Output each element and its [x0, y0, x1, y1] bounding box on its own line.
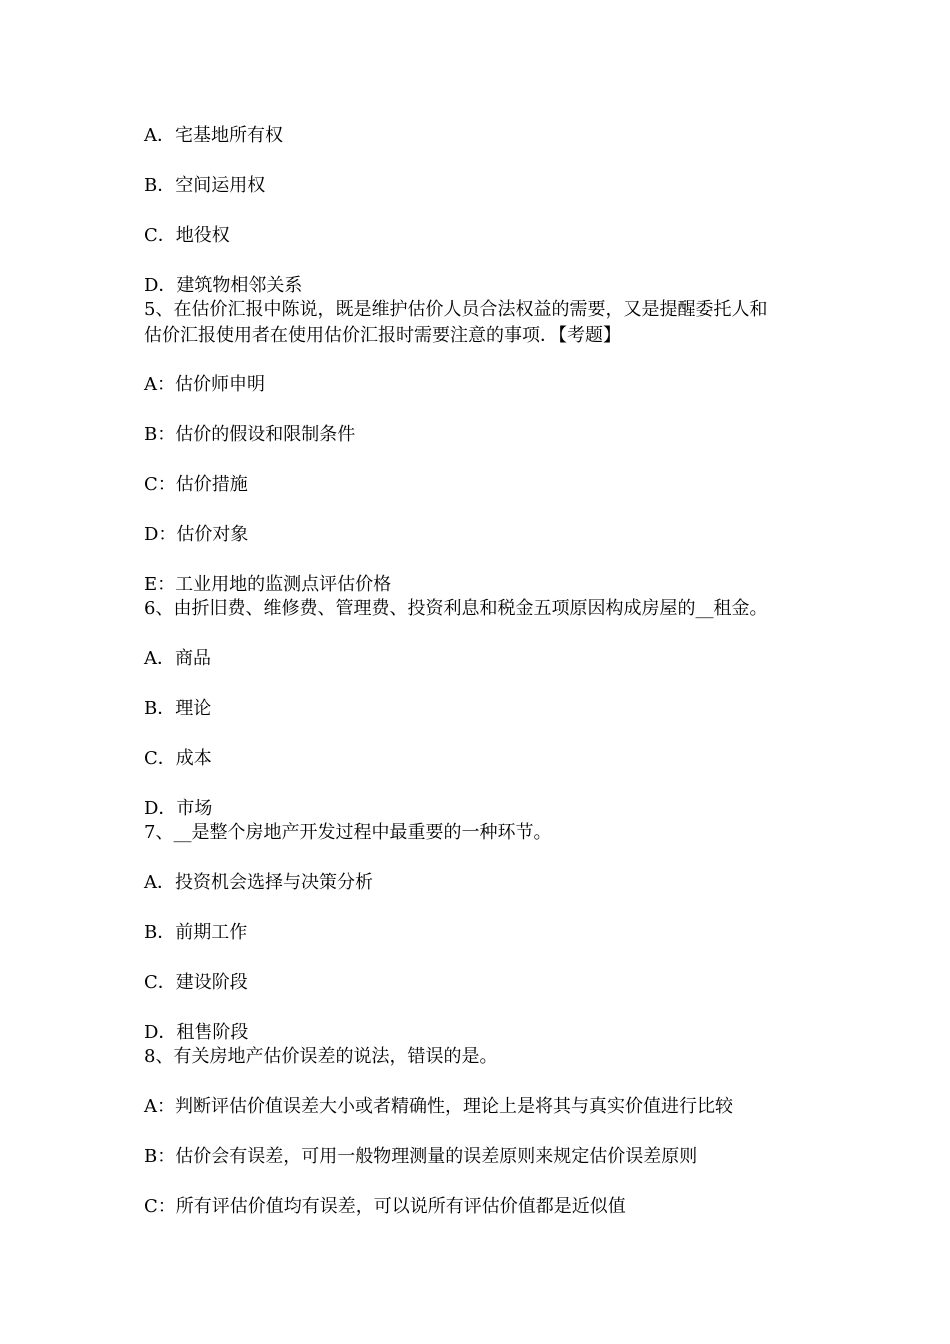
q4-option-c: C．地役权: [144, 225, 230, 246]
q7-option-b: B．前期工作: [144, 922, 248, 943]
q8-option-b: B：估价会有误差，可用一般物理测量的误差原则来规定估价误差原则: [144, 1146, 698, 1167]
q6-stem: 6、由折旧费、维修费、管理费、投资利息和税金五项原因构成房屋的__租金。: [144, 598, 768, 619]
q5-option-c: C：估价措施: [144, 474, 248, 495]
q4-option-d: D．建筑物相邻关系: [144, 275, 303, 296]
q5-option-a: A：估价师申明: [144, 374, 265, 395]
q5-stem-line1: 5、在估价汇报中陈说，既是维护估价人员合法权益的需要，又是提醒委托人和: [144, 299, 768, 320]
q7-option-c: C．建设阶段: [144, 972, 248, 993]
q8-option-a: A：判断评估价值误差大小或者精确性，理论上是将其与真实价值进行比较: [144, 1096, 733, 1117]
q7-stem: 7、__是整个房地产开发过程中最重要的一种环节。: [144, 822, 552, 843]
q5-stem-line2: 估价汇报使用者在使用估价汇报时需要注意的事项．【考题】: [144, 325, 621, 346]
q5-option-e: E：工业用地的监测点评估价格: [144, 574, 392, 595]
q5-option-b: B：估价的假设和限制条件: [144, 424, 356, 445]
q6-option-a: A．商品: [144, 648, 211, 669]
q4-option-b: B．空间运用权: [144, 175, 266, 196]
q6-option-b: B．理论: [144, 698, 212, 719]
q4-option-a: A．宅基地所有权: [144, 125, 283, 146]
q5-option-d: D：估价对象: [144, 524, 249, 545]
q6-option-c: C．成本: [144, 748, 212, 769]
q8-stem: 8、有关房地产估价误差的说法，错误的是。: [144, 1046, 498, 1067]
q7-option-d: D．租售阶段: [144, 1022, 249, 1043]
q6-option-d: D．市场: [144, 798, 213, 819]
q8-option-c: C：所有评估价值均有误差，可以说所有评估价值都是近似值: [144, 1196, 626, 1217]
q7-option-a: A．投资机会选择与决策分析: [144, 872, 373, 893]
